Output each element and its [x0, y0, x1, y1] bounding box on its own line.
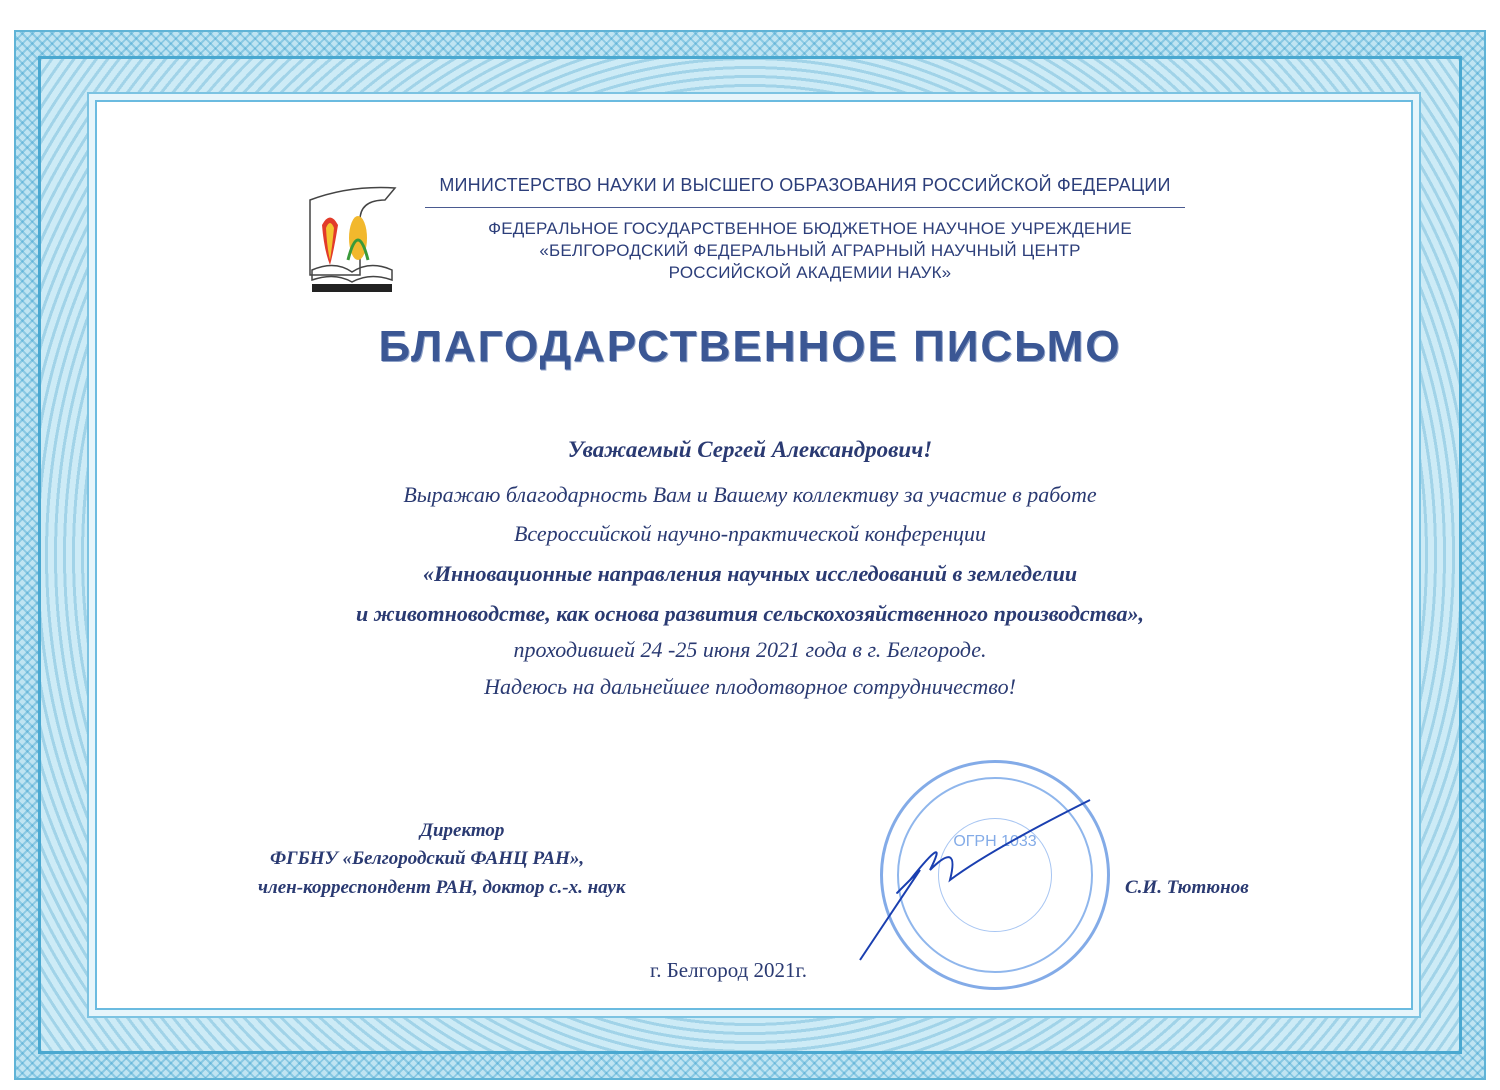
conference-title-1: «Инновационные направления научных исследований в земледелии	[422, 561, 1078, 586]
stamp-text: ОГРН 1033	[953, 833, 1037, 850]
header-divider	[425, 207, 1185, 208]
document-title: БЛАГОДАРСТВЕННОЕ ПИСЬМО	[378, 322, 1122, 371]
institution-line-1: ФЕДЕРАЛЬНОЕ ГОСУДАРСТВЕННОЕ БЮДЖЕТНОЕ НАУЧНОЕ УЧРЕЖДЕНИЕ	[488, 219, 1132, 238]
signatory-titles: член-корреспондент РАН, доктор с.-х. наук	[258, 877, 626, 898]
ministry-name: МИНИСТЕРСТВО НАУКИ И ВЫСШЕГО ОБРАЗОВАНИЯ РОССИЙСКОЙ ФЕДЕРАЦИИ	[439, 175, 1171, 195]
institution-line-2: «БЕЛГОРОДСКИЙ ФЕДЕРАЛЬНЫЙ АГРАРНЫЙ НАУЧНЫЙ ЦЕНТР	[539, 241, 1081, 260]
institution-logo	[300, 180, 405, 295]
body-line-5: проходившей 24 -25 июня 2021 года в г. Белгороде.	[513, 637, 987, 662]
body-line-1: Выражаю благодарность Вам и Вашему коллективу за участие в работе	[403, 482, 1097, 507]
signatory-position: Директор	[420, 820, 505, 841]
place-and-year: г. Белгород 2021г.	[650, 958, 808, 982]
greeting: Уважаемый Сергей Александрович!	[567, 437, 933, 462]
signatory-name: С.И. Тютюнов	[1125, 877, 1249, 898]
body-line-6: Надеюсь на дальнейшее плодотворное сотрудничество!	[484, 674, 1016, 699]
conference-title-2: и животноводстве, как основа развития сельскохозяйственного производства»,	[356, 601, 1144, 626]
institution-line-3: РОССИЙСКОЙ АКАДЕМИИ НАУК»	[668, 263, 952, 282]
handwritten-signature	[840, 790, 1100, 970]
body-line-2: Всероссийской научно-практической конференции	[513, 521, 987, 546]
signatory-org: ФГБНУ «Белгородский ФАНЦ РАН»,	[270, 848, 585, 869]
